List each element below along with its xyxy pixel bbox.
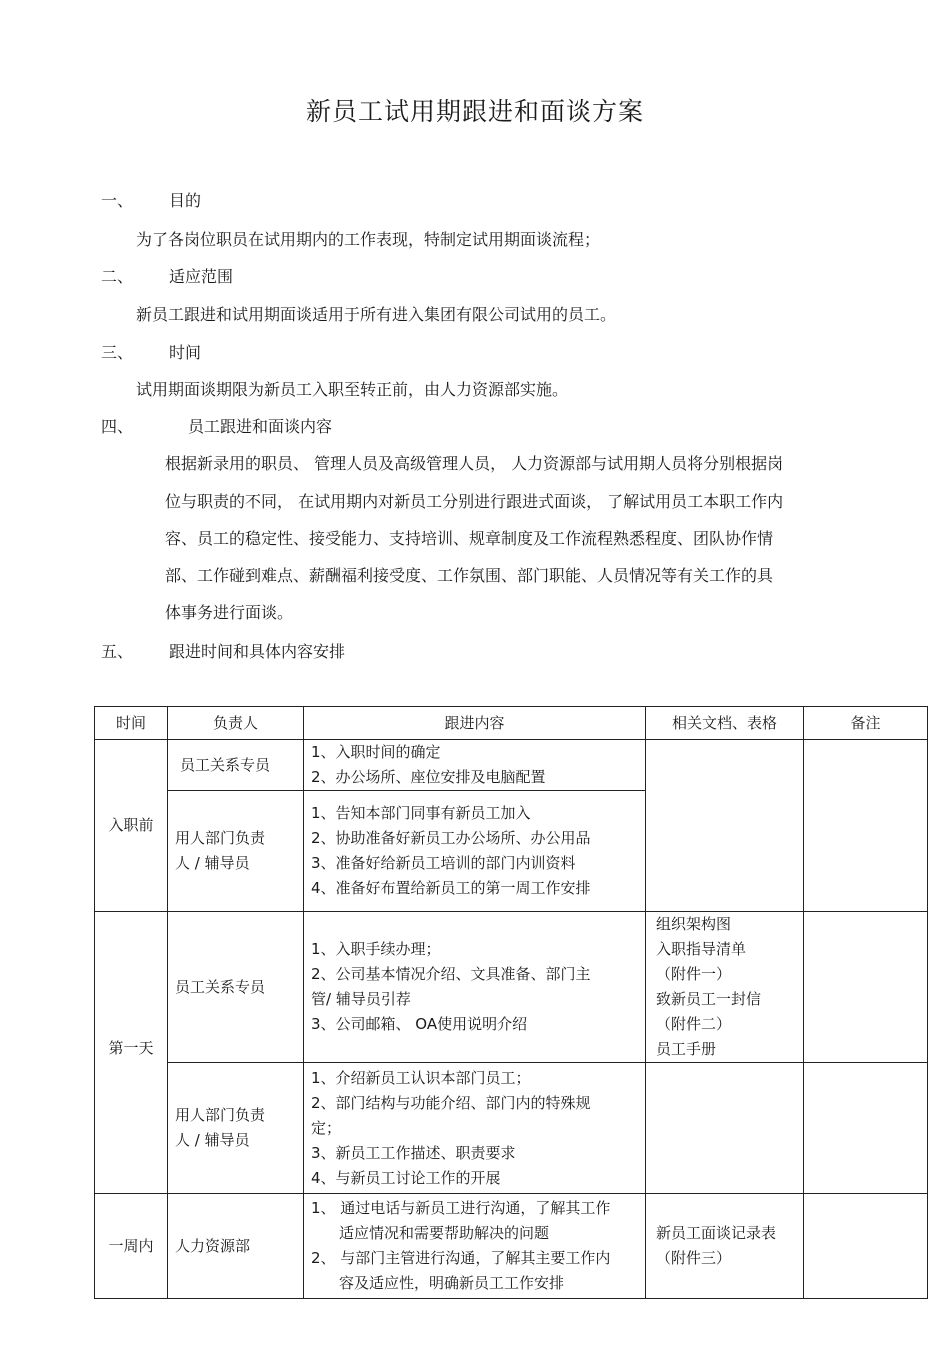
notes-cell <box>804 1063 928 1194</box>
documents-cell <box>646 1063 804 1194</box>
content-paragraph-line: 部、工作碰到难点、薪酬福利接受度、工作氛围、部门职能、人员情况等有关工作的具 <box>165 566 774 585</box>
owner-line: 用人部门负责 <box>175 1106 266 1124</box>
table-header-row <box>95 707 928 740</box>
document-item: 员工手册 <box>656 1040 717 1058</box>
content-item: 管/ 辅导员引荐 <box>311 990 411 1008</box>
document-item: 致新员工一封信 <box>656 990 762 1008</box>
section-title: 员工跟进和面谈内容 <box>188 417 333 436</box>
content-item: 2、公司基本情况介绍、文具准备、部门主 <box>311 965 591 983</box>
content-item: 4、与新员工讨论工作的开展 <box>311 1168 501 1187</box>
header-content: 跟进内容 <box>304 707 646 740</box>
notes-cell <box>804 912 928 1063</box>
section-number: 四、 <box>101 417 134 436</box>
content-cell <box>304 740 646 791</box>
time-cell: 一周内 <box>95 1194 168 1299</box>
owner-cell <box>168 740 304 791</box>
content-item: 2、协助准备好新员工办公场所、办公用品 <box>311 829 591 847</box>
section-number: 二、 <box>101 267 134 286</box>
owner-line: 用人部门负责 <box>175 829 266 847</box>
section-number: 一、 <box>101 191 134 210</box>
scope-paragraph: 新员工跟进和试用期面谈适用于所有进入集团有限公司试用的员工。 <box>136 305 617 324</box>
content-item: 1、介绍新员工认识本部门员工； <box>311 1068 531 1087</box>
document-item: （附件三） <box>656 1249 732 1267</box>
content-item: 3、新员工工作描述、职责要求 <box>311 1143 516 1162</box>
notes-cell <box>804 1194 928 1299</box>
table-row <box>95 740 928 791</box>
owner-line: 人 / 辅导员 <box>175 854 250 872</box>
header-time: 时间 <box>95 707 168 740</box>
section-title: 跟进时间和具体内容安排 <box>169 642 346 661</box>
section-title: 适应范围 <box>169 267 234 286</box>
content-cell <box>304 1194 646 1299</box>
content-paragraph-line: 体事务进行面谈。 <box>165 603 294 622</box>
content-item: 4、准备好布置给新员工的第一周工作安排 <box>311 879 591 897</box>
owner-cell <box>168 912 304 1063</box>
content-item: 2、办公场所、座位安排及电脑配置 <box>311 768 546 786</box>
table-row <box>95 1063 928 1194</box>
content-item: 1、告知本部门同事有新员工加入 <box>311 804 531 822</box>
owner-line: 员工关系专员 <box>175 977 266 996</box>
time-cell: 第一天 <box>95 912 168 1194</box>
notes-cell <box>804 740 928 912</box>
owner-cell <box>168 1063 304 1194</box>
content-item: 2、 与部门主管进行沟通，了解其主要工作内容及适应性，明确新员工工作安排 <box>311 1249 611 1292</box>
content-item: 定； <box>311 1118 342 1137</box>
header-documents: 相关文档、表格 <box>646 707 804 740</box>
schedule-table <box>94 706 928 1299</box>
content-cell <box>304 791 646 912</box>
content-paragraph-line: 容、员工的稳定性、接受能力、支持培训、规章制度及工作流程熟悉程度、团队协作情 <box>165 529 774 548</box>
content-item: 1、入职时间的确定 <box>311 743 441 761</box>
content-item: 1、入职手续办理； <box>311 940 441 958</box>
document-item: （附件二） <box>656 1015 732 1033</box>
purpose-paragraph: 为了各岗位职员在试用期内的工作表现，特制定试用期面谈流程； <box>136 230 601 249</box>
time-paragraph: 试用期面谈期限为新员工入职至转正前，由人力资源部实施。 <box>136 380 569 399</box>
content-item: 1、 通过电话与新员工进行沟通，了解其工作适应情况和需要帮助解决的问题 <box>311 1199 611 1242</box>
document-title: 新员工试用期跟进和面谈方案 <box>305 97 644 126</box>
section-title: 目的 <box>169 191 202 210</box>
documents-cell <box>646 740 804 912</box>
content-paragraph-line: 位与职责的不同， 在试用期内对新员工分别进行跟进式面谈， 了解试用员工本职工作内 <box>165 492 784 511</box>
owner-cell <box>168 1194 304 1299</box>
section-title: 时间 <box>169 343 202 362</box>
owner-line: 人 / 辅导员 <box>175 1131 250 1149</box>
documents-cell <box>646 1194 804 1299</box>
section-number: 三、 <box>101 343 134 362</box>
owner-cell <box>168 791 304 912</box>
content-cell <box>304 912 646 1063</box>
header-notes: 备注 <box>804 707 928 740</box>
section-number: 五、 <box>101 642 134 661</box>
owner-line: 人力资源部 <box>175 1236 251 1255</box>
header-owner: 负责人 <box>168 707 304 740</box>
content-paragraph-line: 根据新录用的职员、 管理人员及高级管理人员， 人力资源部与试用期人员将分别根据岗 <box>165 454 784 473</box>
table-row <box>95 912 928 1063</box>
documents-cell <box>646 912 804 1063</box>
content-item: 2、部门结构与功能介绍、部门内的特殊规 <box>311 1093 591 1112</box>
document-item: （附件一） <box>656 965 732 983</box>
document-item: 新员工面谈记录表 <box>656 1224 777 1242</box>
document-item: 组织架构图 <box>656 915 732 933</box>
content-cell <box>304 1063 646 1194</box>
table-row <box>95 1194 928 1299</box>
document-item: 入职指导清单 <box>656 940 747 958</box>
content-item: 3、公司邮箱、 OA使用说明介绍 <box>311 1015 528 1033</box>
owner-line: 员工关系专员 <box>180 755 271 774</box>
time-cell: 入职前 <box>95 740 168 912</box>
content-item: 3、准备好给新员工培训的部门内训资料 <box>311 854 576 872</box>
